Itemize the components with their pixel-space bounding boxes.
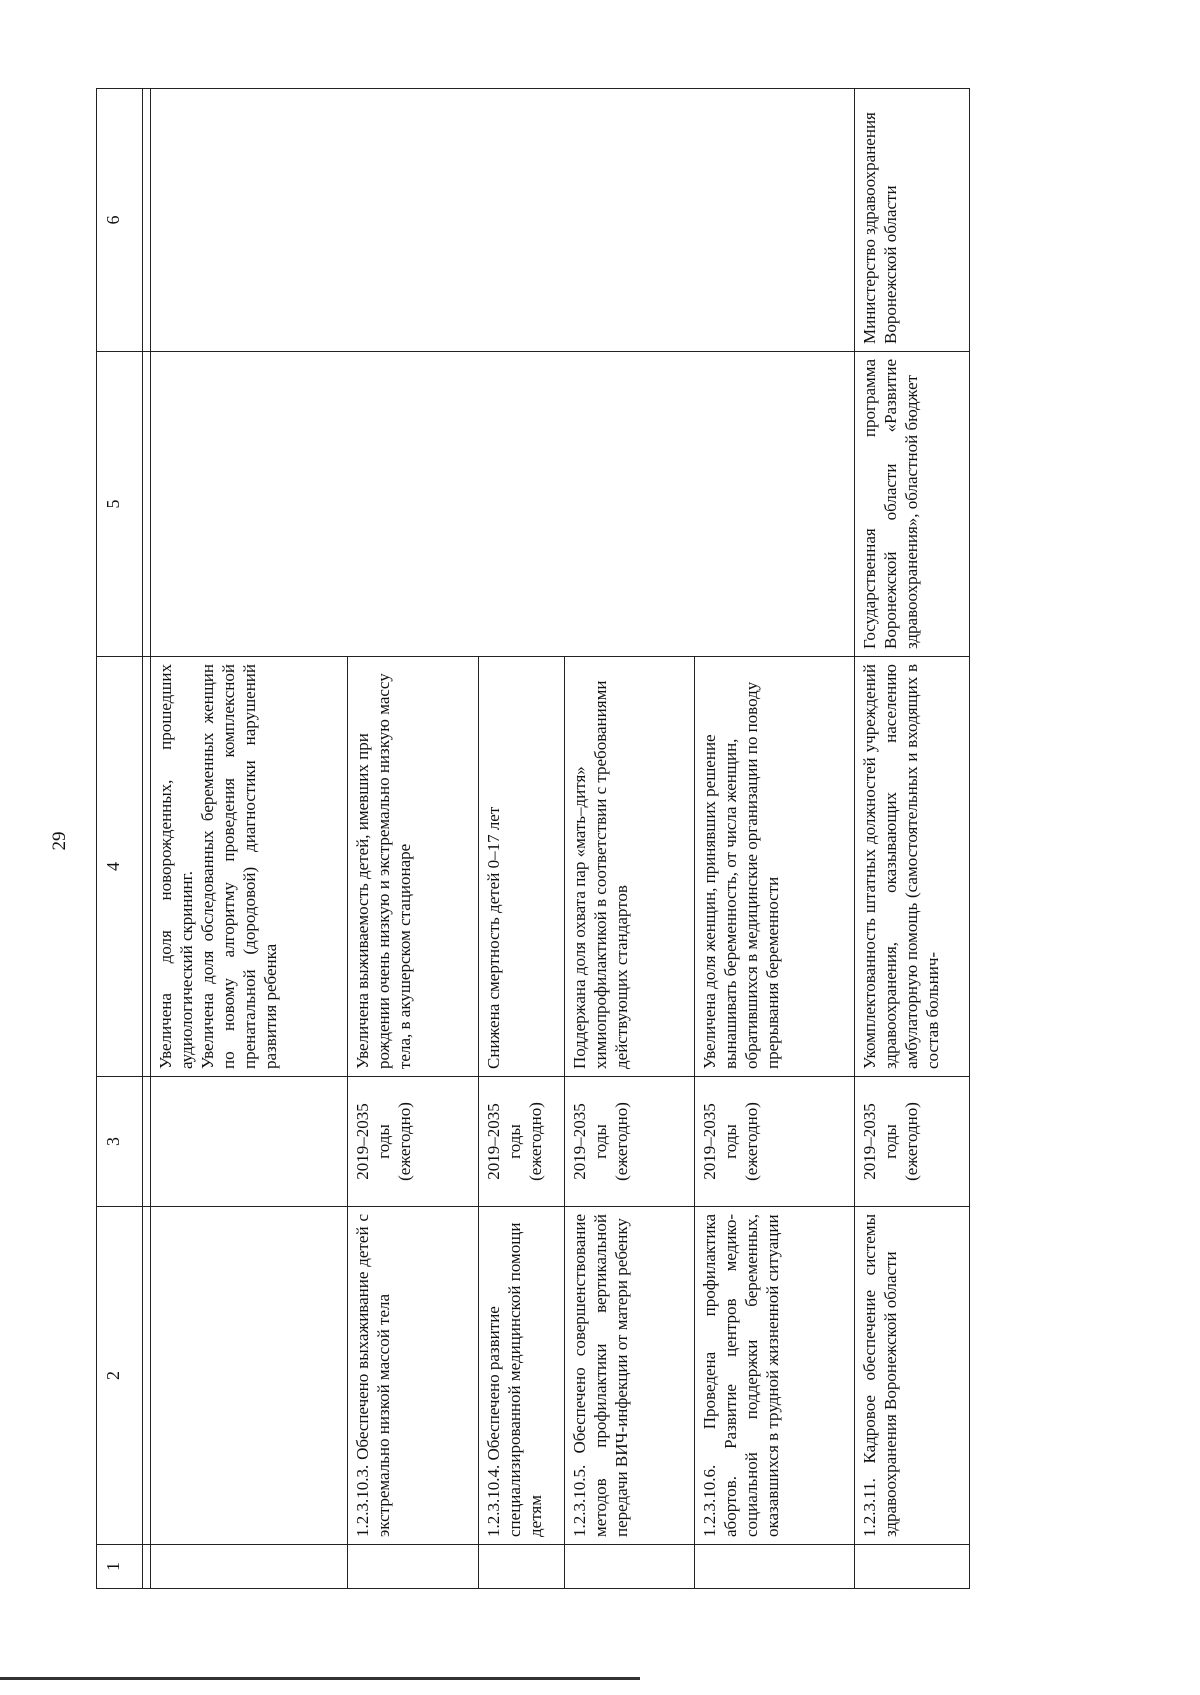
cell-period: 2019–2035 годы (ежегодно) [479,1077,565,1207]
column-number-row [97,89,143,1589]
cell-number [855,1545,970,1589]
program-table [96,88,970,1589]
cell-result: Увеличена выживаемость детей, имевших при рождении очень низкую и экстремально низкую массу тела, в акушерском стационаре [348,657,479,1077]
cell-result: Укомплектованность штатных должностей учреждений здравоохранения, оказывающих населению амбулаторную помощь (самостоятельных и входящих в состав больнич- [855,657,970,1077]
cell-period [151,1077,348,1207]
header-gap-row [143,89,151,1589]
column-number-5: 5 [97,352,143,657]
cell-measure: 1.2.3.10.3. Обеспечено выхаживание детей с экстремально низкой массой тела [348,1207,479,1545]
cell-source: Государственная программа Воронежской области «Развитие здравоохранения», областной бюджет [855,352,970,657]
column-number-3: 3 [97,1077,143,1207]
cell-period: 2019–2035 годы (ежегодно) [695,1077,855,1207]
cell-result [151,657,348,1077]
table-row [855,89,970,1589]
result-paragraph: Увеличена доля новорожденных, прошедших аудиологический скрининг. [156,664,196,1069]
table-row [151,89,348,1589]
cell-measure: 1.2.3.10.5. Обеспечено совершенствование методов профилактики вертикальной передачи ВИЧ-инфекции от матери ребенку [565,1207,695,1545]
cell-number [151,1545,348,1589]
cell-number [479,1545,565,1589]
cell-measure [151,1207,348,1545]
rotated-page-content [96,89,1159,1589]
cell-result: Поддержана доля охвата пар «мать–дитя» химиопрофилактикой в соответствии с требованиями действующих стандартов [565,657,695,1077]
column-number-2: 2 [97,1207,143,1545]
cell-measure: 1.2.3.10.4. Обеспечено развитие специализированной медицинской помощи детям [479,1207,565,1545]
cell-responsible [151,89,855,352]
cell-responsible: Министерство здравоохранения Воронежской области [855,89,970,352]
cell-number [695,1545,855,1589]
cell-result: Увеличена доля женщин, принявших решение вынашивать беременность, от числа женщин, обратившихся в медицинские организации по поводу прерывания беременности [695,657,855,1077]
result-paragraph: Увеличена доля обследованных беременных женщин по новому алгоритму проведения комплексной пренатальной (дородовой) диагностики нарушений развития ребенка [198,664,280,1069]
column-number-4: 4 [97,657,143,1077]
cell-period: 2019–2035 годы (ежегодно) [855,1077,970,1207]
cell-measure: 1.2.3.10.6. Проведена профилактика абортов. Развитие центров медико-социальной поддержки беременных, оказавшихся в трудной жизненной ситуации [695,1207,855,1545]
column-number-6: 6 [97,89,143,352]
cell-source [151,352,855,657]
cell-measure: 1.2.3.11. Кадровое обеспечение системы здравоохранения Воронежской области [855,1207,970,1545]
scan-edge-line [0,1677,640,1680]
cell-period: 2019–2035 годы (ежегодно) [348,1077,479,1207]
cell-number [565,1545,695,1589]
page-number: 29 [49,831,70,851]
cell-period: 2019–2035 годы (ежегодно) [565,1077,695,1207]
cell-number [348,1545,479,1589]
cell-result: Снижена смертность детей 0–17 лет [479,657,565,1077]
column-number-1: 1 [97,1545,143,1589]
